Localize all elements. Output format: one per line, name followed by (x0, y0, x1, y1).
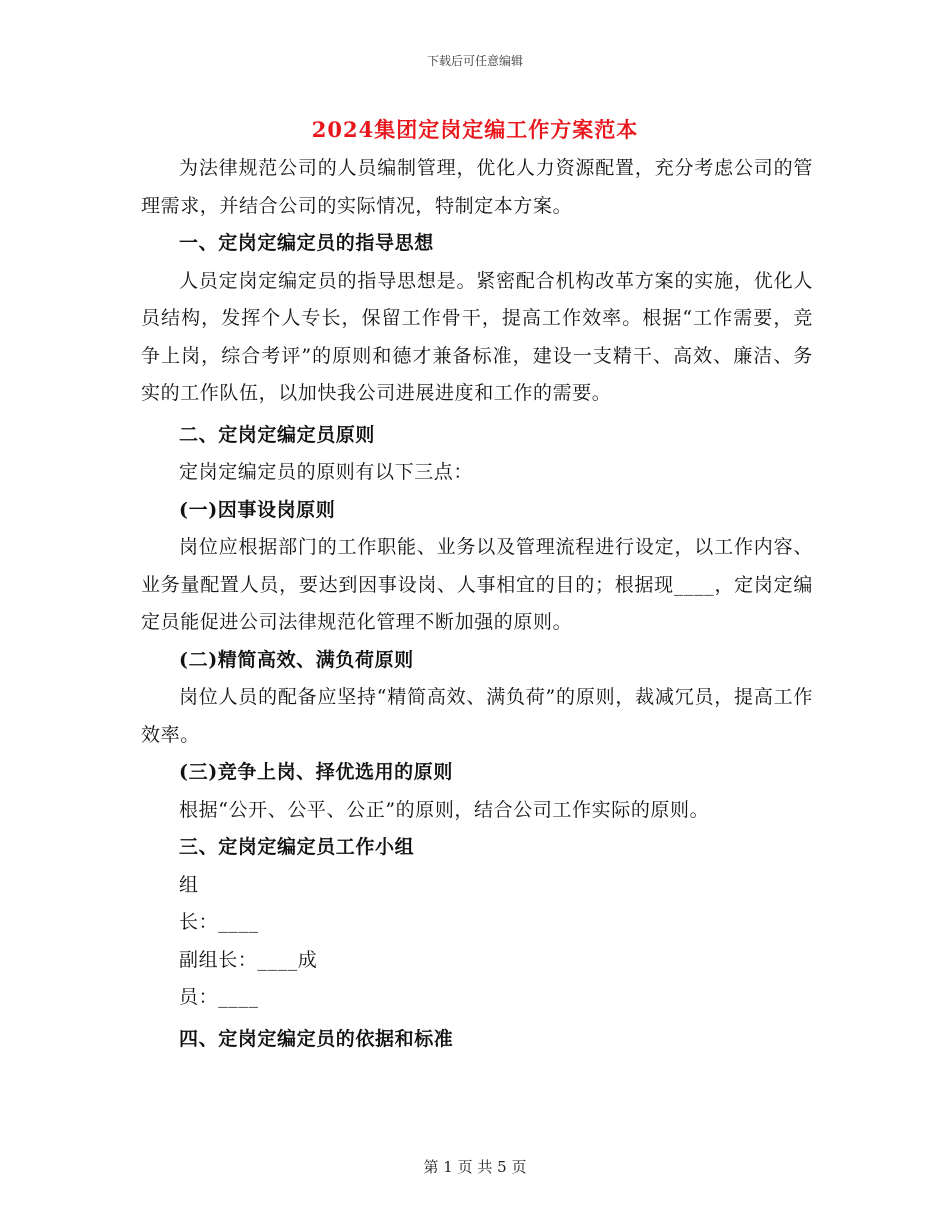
subsection-heading-1: (一)因事设岗原则 (179, 498, 336, 521)
team-line-4: 员：____ (179, 986, 259, 1008)
document-title: 2024集团定岗定编工作方案范本 (311, 117, 639, 142)
section-2-paragraph: 定岗定编定员的原则有以下三点： (179, 461, 474, 483)
section-heading-4: 四、定岗定编定员的依据和标准 (179, 1027, 454, 1050)
team-line-2: 长：____ (179, 911, 259, 933)
subsection-2-paragraph: 岗位人员的配备应坚持“精简高效、满负荷”的原则，裁减冗员，提高工作效率。 (141, 686, 813, 746)
section-heading-3: 三、定岗定编定员工作小组 (179, 836, 415, 858)
section-heading-1: 一、定岗定编定员的指导思想 (179, 232, 434, 254)
team-line-3: 副组长：____成 (179, 948, 318, 971)
subsection-heading-3: (三)竞争上岗、择优选用的原则 (179, 761, 453, 783)
header-note: 下载后可任意编辑 (426, 54, 523, 68)
intro-paragraph: 为法律规范公司的人员编制管理，优化人力资源配置，充分考虑公司的管理需求，并结合公司的实际情况，特制定本方案。 (141, 157, 813, 217)
section-heading-2: 二、定岗定编定员原则 (179, 423, 376, 446)
subsection-3-paragraph: 根据“公开、公平、公正”的原则，结合公司工作实际的原则。 (179, 798, 710, 821)
subsection-1-paragraph: 岗位应根据部门的工作职能、业务以及管理流程进行设定，以工作内容、业务量配置人员，要达到因事设岗、人事相宜的目的；根据现____，定岗定编定员能促进公司法律规范化管理不断加强的原则。 (141, 536, 813, 633)
subsection-heading-2: (二)精简高效、满负荷原则 (179, 648, 414, 671)
page-number: 第 1 页 共 5 页 (423, 1158, 527, 1176)
team-line-1: 组 (179, 873, 199, 896)
section-1-paragraph: 人员定岗定编定员的指导思想是。紧密配合机构改革方案的实施，优化人员结构，发挥个人专长，保留工作骨干，提高工作效率。根据“工作需要，竞争上岗，综合考评”的原则和德才兼备标准，建设一支精干、高效、廉洁、务实的工作队伍，以加快我公司进展进度和工作的需要。 (141, 269, 813, 404)
document-body (141, 150, 813, 1058)
